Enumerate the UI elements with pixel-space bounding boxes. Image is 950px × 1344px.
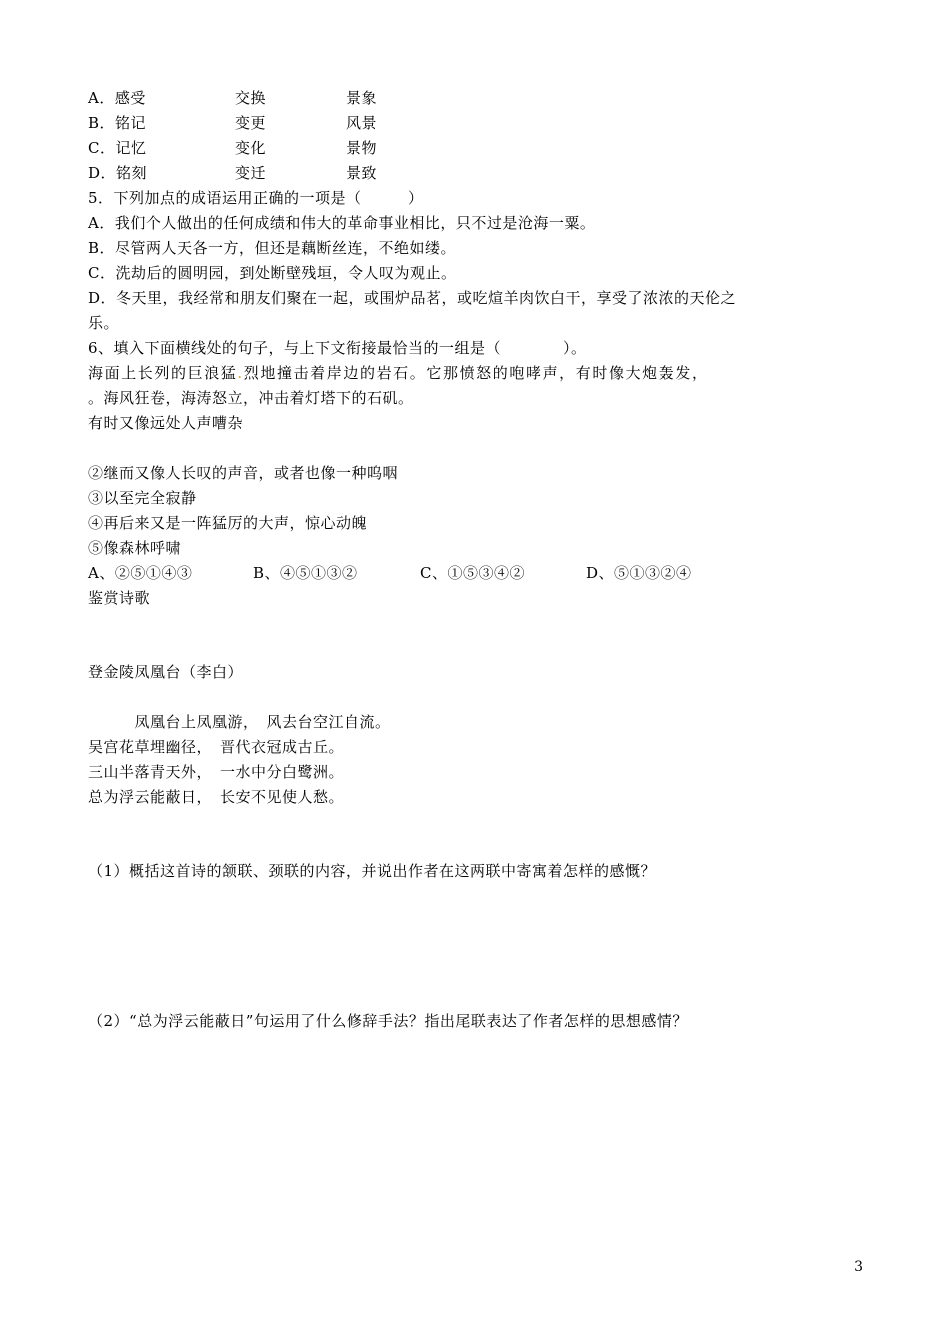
q6-item-1: 有时又像远处人声嘈杂 bbox=[88, 414, 244, 432]
q6-passage-part-b: 烈地撞击着岸边的岩石。它那愤怒的咆哮声，有时像大炮轰发， bbox=[243, 364, 709, 382]
poem-section-heading: 鉴赏诗歌 bbox=[88, 589, 151, 607]
q4-option-b-word2: 变更 bbox=[235, 114, 267, 132]
poem-line-2: 吴宫花草埋幽径， 晋代衣冠成古丘。 bbox=[88, 738, 345, 756]
page-number: 3 bbox=[854, 1259, 863, 1275]
poem-question-1: （1）概括这首诗的颔联、颈联的内容，并说出作者在这两联中寄寓着怎样的感慨？ bbox=[88, 862, 657, 880]
q4-option-d-label-word1: D．铭刻 bbox=[88, 164, 148, 182]
q4-option-c-label-word1: C．记忆 bbox=[88, 139, 147, 157]
q6-choice-b: B、④⑤①③② bbox=[253, 564, 358, 582]
q4-option-a-word3: 景象 bbox=[346, 89, 378, 107]
q6-choice-d: D、⑤①③②④ bbox=[586, 564, 692, 582]
q4-option-a-label-word1: A．感受 bbox=[88, 89, 146, 107]
q5-option-d: D．冬天里，我经常和朋友们聚在一起，或围炉品茗，或吃煊羊肉饮白干，享受了浓浓的天伦之 bbox=[88, 289, 737, 307]
q4-option-c-word3: 景物 bbox=[346, 139, 378, 157]
q6-passage-mark: . bbox=[237, 364, 244, 382]
q6-item-2: ②继而又像人长叹的声音，或者也像一种呜咽 bbox=[88, 464, 399, 482]
q5-option-d-continued: 乐。 bbox=[88, 314, 120, 332]
q6-choice-a: A、②⑤①④③ bbox=[88, 564, 193, 582]
q5-stem: 5．下列加点的成语运用正确的一项是（ ） bbox=[88, 189, 424, 207]
q4-option-c-word2: 变化 bbox=[235, 139, 267, 157]
poem-line-4: 总为浮云能蔽日， 长安不见使人愁。 bbox=[88, 788, 345, 806]
poem-line-1: 凤凰台上凤凰游， 风去台空江自流。 bbox=[88, 713, 391, 731]
q5-option-b: B．尽管两人天各一方，但还是藕断丝连，不绝如缕。 bbox=[88, 239, 457, 257]
q5-option-c: C．洗劫后的圆明园，到处断壁残垣，令人叹为观止。 bbox=[88, 264, 457, 282]
q4-option-d-word2: 变迁 bbox=[235, 164, 267, 182]
q4-option-b-word3: 风景 bbox=[346, 114, 378, 132]
poem-line-3: 三山半落青天外， 一水中分白鹭洲。 bbox=[88, 763, 345, 781]
q4-option-a-word2: 交换 bbox=[235, 89, 267, 107]
q5-option-a: A．我们个人做出的任何成绩和伟大的革命事业相比，只不过是沧海一粟。 bbox=[88, 214, 596, 232]
q6-passage-line-1 bbox=[88, 361, 709, 386]
q6-item-3: ③以至完全寂静 bbox=[88, 489, 197, 507]
q6-passage-part-a: 海面上长列的巨浪猛 bbox=[88, 364, 238, 382]
q6-stem: 6、填入下面横线处的句子，与上下文衔接最恰当的一组是（ ）。 bbox=[88, 339, 587, 357]
q6-item-5: ⑤像森林呼啸 bbox=[88, 539, 182, 557]
q4-option-b-label-word1: B．铭记 bbox=[88, 114, 147, 132]
q4-option-d-word3: 景致 bbox=[346, 164, 378, 182]
q6-passage-line-2: 。海风狂卷，海涛怒立，冲击着灯塔下的石矶。 bbox=[88, 389, 414, 407]
poem-title: 登金陵凤凰台（李白） bbox=[88, 663, 244, 681]
q6-choice-c: C、①⑤③④② bbox=[420, 564, 525, 582]
q6-item-4: ④再后来又是一阵猛厉的大声，惊心动魄 bbox=[88, 514, 368, 532]
poem-question-2: （2）“总为浮云能蔽日”句运用了什么修辞手法？指出尾联表达了作者怎样的思想感情？ bbox=[88, 1012, 688, 1030]
